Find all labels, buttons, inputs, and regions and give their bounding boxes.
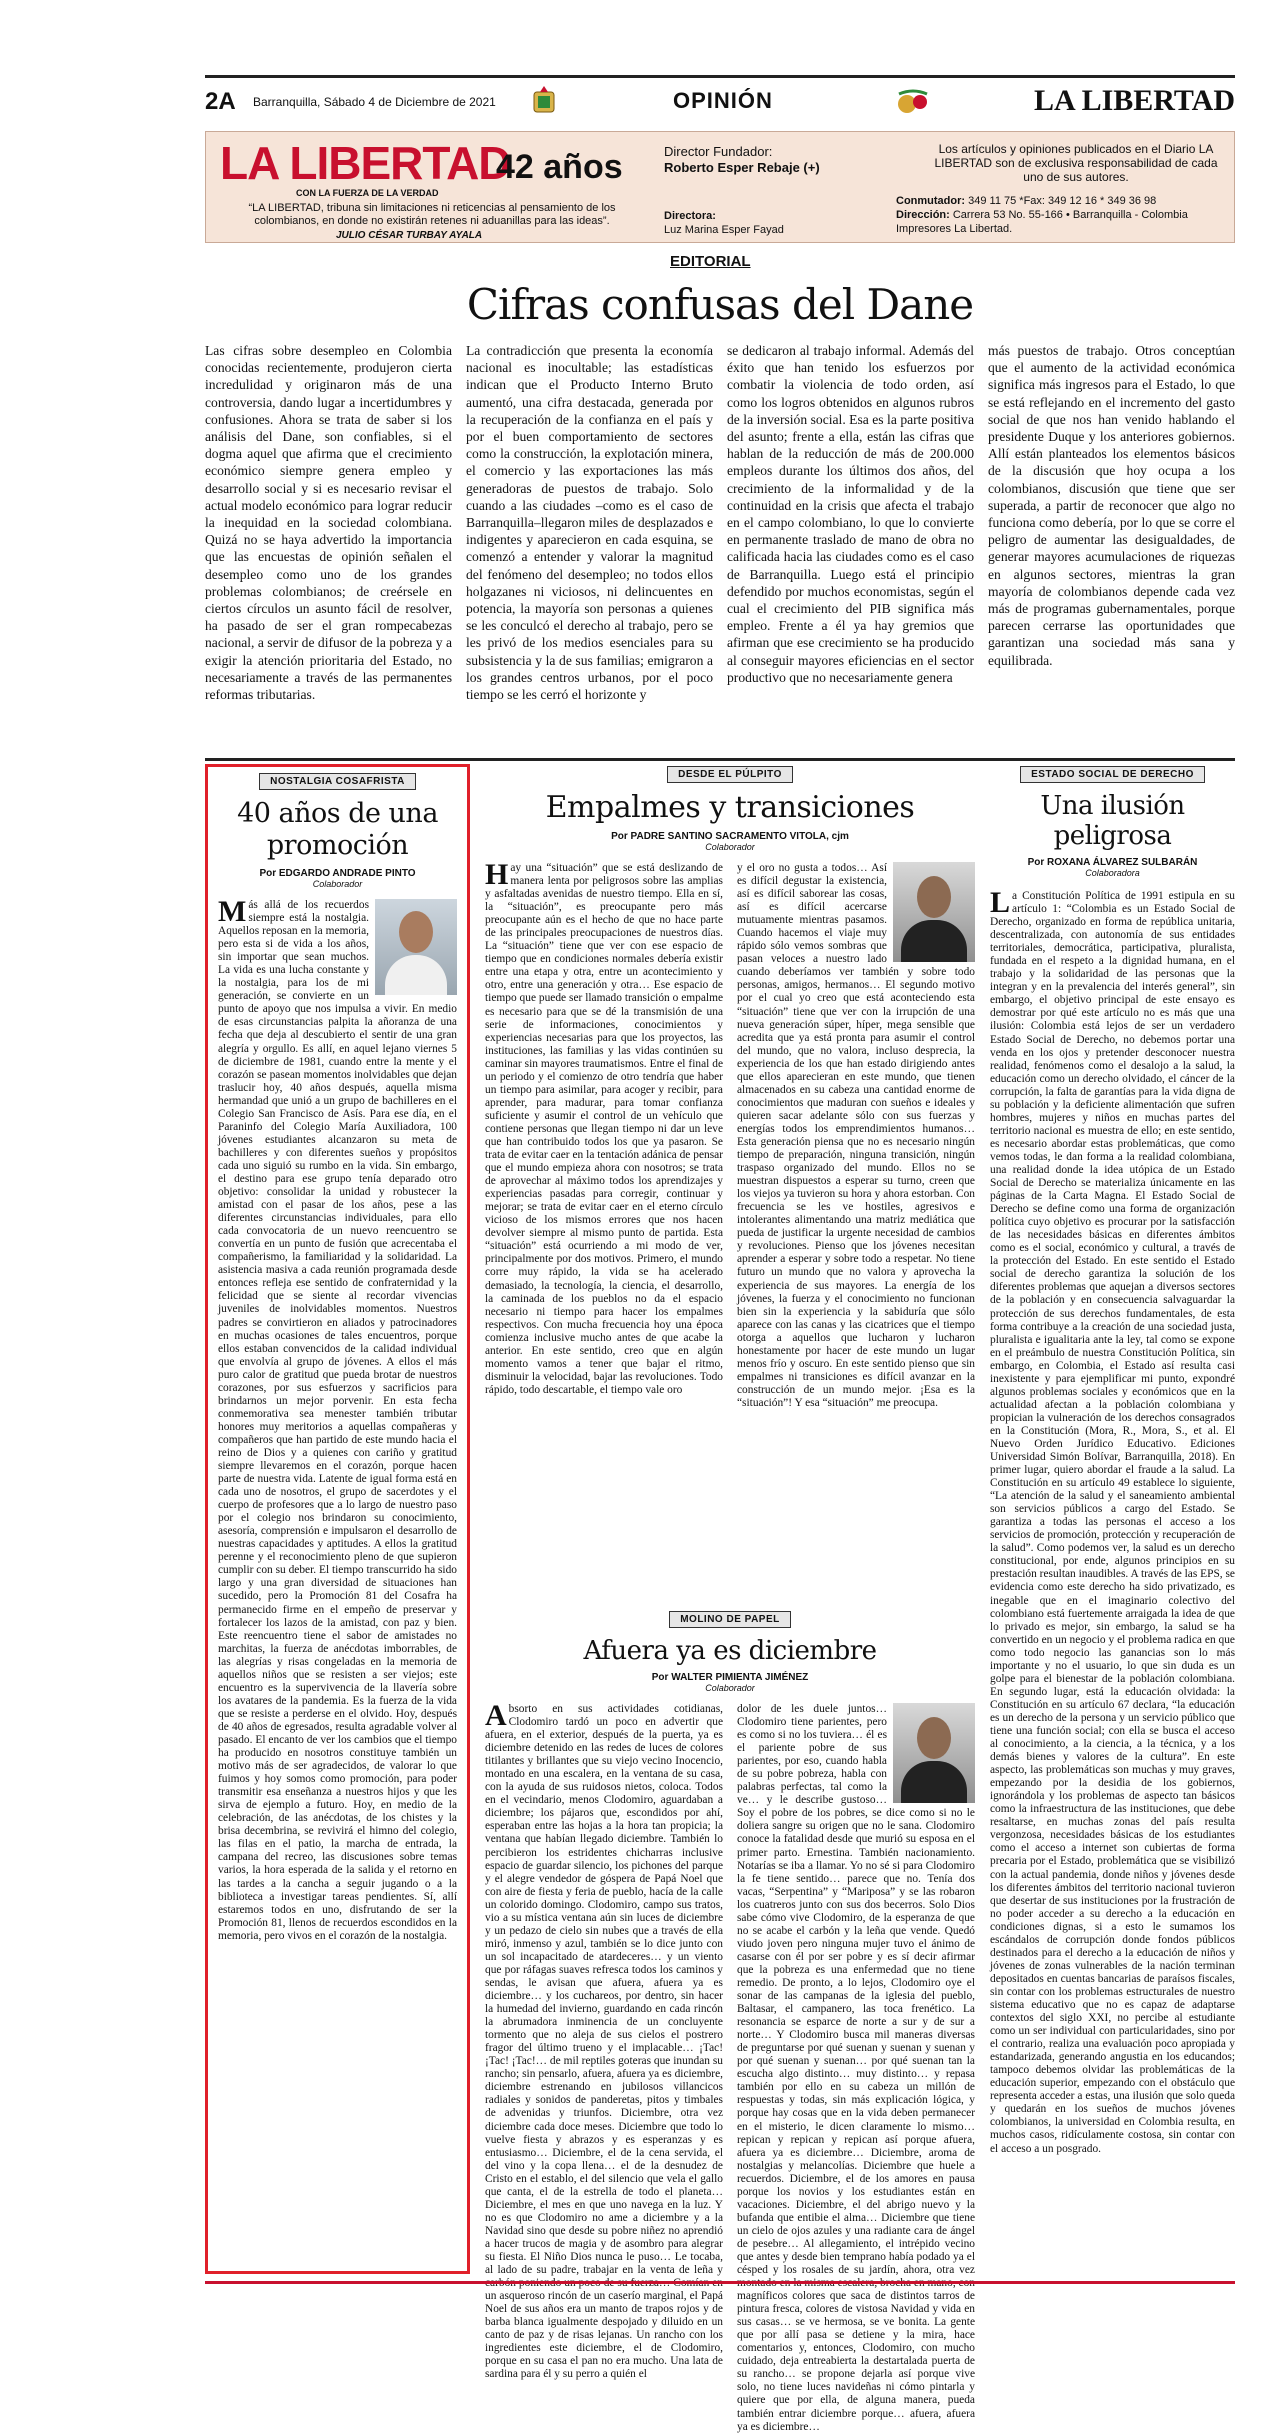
opinion-policy: Los artículos y opiniones publicados en el Diario LA LIBERTAD son de exclusiva responsabilidad de cada uno de sus autores.	[934, 142, 1218, 184]
newspaper-logo: LA LIBERTAD	[220, 137, 511, 189]
switchboard-label: Conmutador:	[896, 195, 966, 207]
director-label: Directora:	[664, 210, 716, 222]
logo-tagline: CON LA FUERZA DE LA VERDAD	[296, 188, 439, 198]
middle-article-role: Colaborador	[705, 842, 755, 852]
switchboard-numbers: 349 11 75 *Fax: 349 12 16 * 349 36 98	[968, 195, 1157, 207]
priest-photo-torso	[901, 920, 967, 962]
founder-name: Roberto Esper Rebaje (+)	[664, 160, 820, 175]
address-label: Dirección:	[896, 209, 950, 221]
page-number: 2A	[205, 88, 236, 115]
left-article-tag: NOSTALGIA COSAFRISTA	[259, 773, 416, 790]
editorial-columns	[205, 342, 1235, 752]
paper-name: LA LIBERTAD	[1034, 84, 1235, 117]
bottom-article-col-1-wrap	[485, 1699, 723, 2381]
contact-info	[896, 194, 1226, 236]
right-article-title: Una ilusión peligrosa	[1040, 791, 1185, 851]
editorial-column-2: La contradicción que presenta la economía nacional es inocultable; las estadísticas indican que el Producto Interno Bruto aumentó, una cifra destacada, generada por la recuperación de la confianza en el país y por el buen comportamiento de sectores como la construcción, la explotación minera, el comercio y las exportaciones las más generadoras de puestos de trabajo. Solo cuando a las ciudades –como es el caso de Barranquilla–llegaron miles de desplazados e indigentes y aparecieron en cada esquina, se comenzó a entender y valorar la magnitud del fenómeno del desempleo; no todos ellos holgazanes ni viciosos, ni delincuentes en potencia, la mayoría son personas a quienes se les conculcó el derecho al trabajo, pero se les privó de los medios esenciales para su subsistencia y la de sus familias; emigraron a los grandes centros urbanos, por el poco tiempo se les cerró el horizonte y	[466, 343, 713, 703]
right-article-byline: Por ROXANA ÁLVAREZ SULBARÁN	[1027, 857, 1198, 868]
columnist-photo-torso	[901, 1761, 967, 1803]
right-article-body: La Constitución Política de 1991 estipula en su artículo 1: “Colombia es un Estado Social de Derecho, organizado en forma de república unitaria, descentralizada, con autonomía de sus entidades territoriales, democrática, participativa, pluralista, fundada en el respeto a la dignidad humana, en el trabajo y la solidaridad de las personas que la integran y en la prevalencia del interés general”, sin embargo, el objetivo principal de este ensayo es demostrar por qué este artículo no es más que una ilusión: Colombia está lejos de ser un verdadero Estado Social de Derecho, no debemos portar una venda en los ojos y pretender desconocer nuestra realidad, fenómenos como el desalojo a la salud, la educación como un derecho olvidado, el cáncer de la corrupción, la falta de garantías para la vida digna de su población y la deficiente alimentación que sufren hombres, mujeres y niños en muchas partes del territorio nacional es muestra de ello; en este sentido, es necesario abordar estas problemáticas, que como vemos todas, le dan forma a la realidad colombiana, una realidad donde la idea utópica de un Estado Social de Derecho se materializa únicamente en las páginas de la Carta Magna. El Estado Social de Derecho se define como una forma de organización política cuyo objetivo es procurar por la satisfacción de las necesidades básicas en diferentes ámbitos como es el social, económico y cultural, a través de la protección del Estado. En este sentido el Estado social de derecho garantiza la solución de los diferentes problemas que aquejan a diversos sectores de la población y en consecuencia salvaguardar la protección de sus derechos fundamentales, de esta forma contribuye a la creación de una sociedad justa, pluralista e igualitaria ante la ley, tal como se expone en el preámbulo de nuestra Constitución Política, sin embargo, en Colombia, el Estado así resulta casi inexistente y para ejemplificar mi punto, expondré algunos problemas sociales y económicos que en la actualidad afectan a la población colombiana y propician la vulneración de los derechos consagrados en la Constitución (Mora, R., Mora, S., et al. El Nuevo Orden Jurídico Educativo. Ediciones Universidad Simón Bolívar, Barranquilla, 2018). En primer lugar, quiero abordar el fraude a la salud. La Constitución en su artículo 49 establece lo siguiente, “La atención de la salud y el saneamiento ambiental son servicios públicos a cargo del Estado. Se garantiza a todas las personas el acceso a los servicios de promoción, protección y recuperación de la salud”. Como podemos ver, la salud es un derecho constitucional, por ende, algunos principios en su prestación resultan inaudibles. A través de las EPS, se evidencia como este derecho ha sido privatizado, es inegable que en el imaginario colectivo del colombiano está fuertemente arraigada la idea de que lo privado es mejor, sin embargo, la salud se ha convertido en un negocio y el problema radica en que como todo negocio las ganancias son lo más importante y no el usuario, lo que sin duda es un golpe para el bienestar de la población colombiana. En segundo lugar, está la educación olvidada: la Constitución en su artículo 67 declara, “la educación es un derecho de la persona y un servicio público que tiene una función social; con ella se busca el acceso al conocimiento, a la ciencia, a la técnica, y a los demás bienes y valores de la cultura”. En este aspecto, las problemáticas son muchas y muy graves, empezando por la desidia de los gobiernos, ignorándola y los problemas de aspecto tan básicos como la infraestructura de las instituciones, que debe resaltarse, en muchas zonas del país resulta vergonzosa, necesidades básicas de los estudiantes como el acceso a internet son cubiertas de forma precaria por el Estado, problemática que se visibilizó con la actual pandemia, donde niños y jóvenes desde los diferentes ámbitos del territorio nacional tuvieron que desertar de sus instituciones por la frustración de no poder acceder a su derecho a la educación en condiciones dignas, si a esto le sumamos los escándalos de corrupción donde fondos públicos destinados para el derecho a la educación de niños y jóvenes de zonas vulnerables de la nación terminan depositados en cuentas bancarias de paraísos fiscales, sin contar con los problemas estructurales de nuestro sistema educativo que no es capaz de adaptarse contextos del siglo XXI, no percibe al estudiante como un ser individual con particularidades, sino por el contrario, realiza una evaluación poco apropiada y estandarizada, generando angustia en los educandos; tampoco debemos olvidar las problemáticas de la educación superior, empezando con el obstáculo que representa acceder a estas, una ilusión que solo queda y quedarán en los sueños de muchos jóvenes colombianos, la universidad en Colombia resulta, en muchos casos, ridículamente costosa, sin contar con el acceso a un posgrado.	[990, 886, 1235, 2155]
anniversary-years: 42 años	[496, 148, 623, 186]
author-photo-head	[399, 911, 433, 953]
middle-article-col-1-wrap	[485, 858, 723, 1582]
middle-article-col-1: Hay una “situación” que se está deslizando de manera lenta por peligrosos sobre las amplias y asfaltadas avenidas de nuestro tiempo. Ella en sí, la “situación”, es preocupante pero más preocupante aún es el hecho de que no hace parte de las principales preocupaciones de nuestros días. La “situación” tiene que ver con ese espacio de tiempo que en condiciones normales debería existir entre una etapa y otra, entre un acontecimiento y otro, entre una generación y otra… Ese espacio de tiempo que puede ser llamado transición o empalme es necesario para que se dé la transmisión de una serie de informaciones, conocimientos y experiencias necesarias para que los proyectos, las instituciones, las familias y las vidas continúen su caminar sin mayores traumatismos. Entre el final de un periodo y el comienzo de otro tendría que haber un tiempo para asimilar, para acoger y recibir, para aprender, para madurar, para tomar confianza suficiente y asumir el control de un vehículo que contiene personas que llegan tiempo ni dar un leve que han contribuido todos los que ya pasaron. Se trata de evitar caer en la tentación adánica de pensar que el mundo empieza ahora con nosotros; se trata de aprovechar al máximo todos los aprendizajes y experiencias pasadas para corregir, continuar y mejorar; se trata de evitar caer en el eterno círculo vicioso de los mismos errores que nos hacen devolver siempre al mismo punto de partida. Esta “situación” está ocurriendo a mi modo de ver, principalmente por dos motivos. Primero, el mundo corre muy rápido, la vida se ha acelerado demasiado, la tecnología, la ciencia, el desarrollo, la caminada de los pueblos no da el espacio necesario ni tiempo para hacer los empalmes respectivos. Con mucha frecuencia hoy una época comienza inclusive mucho antes de que acabe la anterior. En este sentido, creo que en algún momento vamos a tener que bajar el ritmo, disminuir la velocidad, bajar las revoluciones. Todo rápido, todo descartable, el tiempo vale oro	[485, 858, 723, 1396]
director-name: Luz Marina Esper Fayad	[664, 224, 784, 236]
founder-label: Director Fundador:	[664, 144, 773, 159]
section-name: OPINIÓN	[673, 88, 773, 113]
place-date: Barranquilla, Sábado 4 de Diciembre de 2021	[253, 95, 496, 109]
bottom-article-col-1: Absorto en sus actividades cotidianas, Clodomiro tardó un poco en advertir que afuera, en el exterior, después de la puerta, ya es diciembre detenido en las redes de luces de colores titilantes y brillantes que su viejo vecino Inocencio, montado en una escalera, en la ventana de su casa, con la ayuda de sus ruidosos nietos, coloca. Todos en el vecindario, menos Clodomiro, aguardaban a diciembre; los pájaros que, escondidos por ahí, esperaban entre las hojas a la hora tan propicia; la ventana que habían llegado diciembre. También lo percibieron los estridentes chicharras inclusive espacio de guardar silencio, los pichones del parque y el alegre vendedor de góspera de Papá Noel que con aire de fiesta y feria de pueblo, hacía de la calle un colorido domingo. Clodomiro, campo sus tratos, vio a su mística ventana aún sin luces de diciembre y un pedazo de cielo sin nubes que a través de ella miró, inmenso y azul, también se lo dice junto con un sol incapacitado de atardeceres… y un viento que por ráfagas suaves refresca todos los caminos y sendas, le avisan que afuera, afuera ya es diciembre… y los cuchareos, por dentro, sin hacer la humedad del invierno, guardando en cada rincón la abrumadora inminencia de un concluyente tormento que no aleja de sus cielos el postrero fragor del último trueno y el implacable… ¡Tac! ¡Tac! ¡Tac!… de mil reptiles goteras que inundan su rancho; sin pensarlo, afuera, afuera ya es diciembre, diciembre estrenando en jubilosos villancicos radiales y sonidos de panderetas, pitos y timbales de advenidas y triunfos. Diciembre, otra vez diciembre cada doce meses. Diciembre que todo lo vuelve fiesta y abrazos y es esperanzas y es entusiasmo… Diciembre, el de la cena servida, el del vino y la copa llena… el de la desnudez de Cristo en el establo, el del silencio que vela el gallo que canta, el de la estrella de todo el planeta… Diciembre, el mes en que uno navega en la luz. Y no es que Clodomiro no ame a diciembre y a la Navidad sino que desde su pobre niñez no aprendió a hacer trucos de magia y de asombro para alegrar su fiesta. El Niño Dios nunca le puso… Le tocaba, al lado de su padre, trabajar en la venta de leña y un asqueroso rincón de un caserío marginal, el Papá Noel de sus años era un manto de trapos rojos y de barba blanca igualmente despojado y diluido en un canto de paz y de risas lejanas. Un rancho con los ingredientes este diciembre, el de Clodomiro, porque en su casa el pan no era mucho. Una lata de sardina para él y su perro a quién el	[485, 1699, 723, 2381]
editorial-column-3: se dedicaron al trabajo informal. Además del éxito que han tenido los esfuerzos por combatir la violencia de todo orden, así como los logros obtenidos en algunos rubros de la inversión social. Esa es la parte positiva del asunto; frente a ella, están las cifras que hablan de la reducción de más de 200.000 empleos durante los últimos dos años, del crecimiento de la informalidad y de la continuidad en la crisis que afecta el trabajo en el campo colombiano, lo que lo convierte en permanente traslado de mano de obra no calificada hacia las ciudades como es el caso de Barranquilla. Luego está el principio defendido por muchos economistas, según el cual el crecimiento del PIB significa más empleo. Frente a él ya hay gremios que afirman que ese crecimiento se ha producido al conseguir mayores eficiencias en el sector productivo que no necesariamente genera	[727, 343, 974, 685]
columnist-photo-head	[917, 1717, 951, 1759]
page-bottom-rule	[205, 2281, 1235, 2284]
bottom-article-col-2-wrap	[737, 1703, 975, 2433]
middle-article-tag: DESDE EL PÚLPITO	[667, 766, 793, 783]
middle-article-columns	[485, 858, 975, 1582]
priest-photo-head	[917, 876, 951, 918]
middle-section	[485, 764, 975, 2433]
left-article-highlighted	[205, 764, 470, 2274]
editorial-label: EDITORIAL	[670, 253, 751, 270]
christmas-ornament-icon	[895, 88, 931, 116]
middle-article-col-2-wrap	[737, 862, 975, 1582]
left-article-role: Colaborador	[312, 879, 363, 889]
masthead-box	[205, 131, 1235, 243]
middle-article-col-2: y el oro no gusta a todos… Así es difícil degustar la existencia, así es difícil saborear las cosas, así es difícil acercarse mutuamente mientras pasamos. Cuando hacemos el viaje muy rápido sólo vemos sombras que pasan veloces a nuestro lado cuando deberíamos ver también y sobre todo personas, amigos, hermanos… El segundo motivo por el cual yo creo que está aconteciendo esta “situación” tiene que ver con la irrupción de una nueva generación súper, híper, mega sensible que acredita que ya está pronta para asumir el control del mundo, que no valora, incluso desprecia, la experiencia de los que han estado dirigiendo antes que ellos aparecieran en este mundo, que tienen almacenados en su cabeza una cantidad enorme de conocimientos que maduran con sueños e ideales y quieren sacar adelante sólo con sus fuerzas y energías todos los emprendimientos humanos… Esta generación piensa que no es necesario ningún tiempo de preparación, ninguna transición, ningún traspaso organizado del mundo. Ellos no se muestran dispuestos a esperar su turno, creen que los viejos ya tuvieron su hora y ahora estorban. Con frecuencia se les ve hostiles, agresivos e intolerantes alimentando una matriz mediática que pueda de justificar la urgente necesidad de cambios y revoluciones. Pienso que los jóvenes necesitan aprender a esperar y sobre todo a respetar. No tiene futuro un mundo que no valora y aprovecha la experiencia de sus mayores. La energía de los jóvenes, la fuerza y el conocimiento no funcionan bien sin la experiencia y la sabiduría que sólo aparece con las canas y las cicatrices que el tiempo otorga a aquellos que lucharon y lucharon honestamente por hacer de este mundo un lugar menos frío y oscuro. En este sentido pienso que sin empalmes ni transiciones es difícil avanzar en la construcción de un mundo mejor. ¡Esa es la “situación”! Y esa “situación” me preocupa.	[737, 862, 975, 1409]
newspaper-page	[205, 75, 1235, 2433]
bottom-article-title: Afuera ya es diciembre	[583, 1636, 877, 1666]
editorial-column-4: más puestos de trabajo. Otros conceptúan que el aumento de la actividad económica significa más ingresos para el Estado, lo que se está reflejando en el incremento del gasto social de que nos han venido hablando el presidente Duque y los anteriores gobiernos. Allí están planteados los elementos básicos de la discusión que hoy ocupa a los colombianos, discusión que tiene que ser superada, a partir de reconocer que algo no funciona como debería, por lo que se corre el peligro de aumentar las desigualdades, de generar mayores acumulaciones de riquezas en algunos sectores, mientras la gran mayoría de colombianos depende cada vez más de programas gubernamentales, porque parecen cerrarse las oportunidades que garantizan una sociedad más sana y equilibrada.	[988, 343, 1235, 668]
middle-top-article	[485, 764, 975, 1594]
bottom-article-tag: MOLINO DE PAPEL	[669, 1611, 791, 1628]
left-article-body: Más allá de los recuerdos siempre está la nostalgia. Aquellos reposan en la memoria, pero esta si de vida a los años, sin importar que sean muchos. La vida es una lucha constante y la nostalgia, para los de mi generación, se convierte en un punto de apoyo que nos impulsa a vivir. En medio de esas circunstancias palpita la añoranza de una fecha que deja al descubierto el sentir de una gran alegría y orgullo. Es allí, en aquel lejano viernes 5 de diciembre de 1981, cuando entre la mente y el corazón se pasean momentos inolvidables que dejan traslucir hoy, 40 años después, aquella misma hermandad que unió a un grupo de bachilleres en el Colegio San Francisco de Asís. Para ese día, en el Paraninfo del Colegio María Auxiliadora, 100 jóvenes estudiantes alcanzaron su meta de bachilleres y con diferentes sueños y propósitos cada uno siguió su rumbo en la vida. Sin embargo, el destino para ese grupo tenía deparado otro objetivo: consolidar la unidad y robustecer la amistad con el pasar de los años, pese a las diferentes circunstancias individuales, para ello cada convocatoria de un nuevo reencuentro se convertía en un punto de fusión que acrecentaba el compañerismo, la familiaridad y la solidaridad. La asistencia masiva a cada reunión programada desde entonces refleja ese sentido de confraternidad y la felicidad que se siente al recordar vivencias juveniles de inolvidables momentos. Nuestros padres se convirtieron en aliados y patrocinadores en muchas ocasiones de tales encuentros, porque ellos estaban convencidos de la calidad individual que envolvía al grupo de jóvenes. A ellos el más puro calor de gratitud que pueda brotar de nuestros corazones, por sus esfuerzos y sacrificios para brindarnos un mejor porvenir. En esta fecha conmemorativa sea menester también tributar honores muy meritorios a aquellas compañeras y compañeros que han partido de este mundo hacia el reino de Dios y a quienes con cariño y gratitud siempre llevaremos en el corazón, porque hacen parte de nuestra vida. Latente de igual forma está en cada uno de nosotros, el grupo de sacerdotes y el cuerpo de profesores que a lo largo de nuestro paso por el colegio nos brindaron su conocimiento, asesoría, comprensión e impulsaron el desarrollo de nuestras capacidades y aptitudes. A ellos la gratitud perenne y el reconocimiento pleno de que supieron cumplir con su deber. El tiempo transcurrido ha sido largo y una gran diversidad de situaciones han sucedido, pero la Promoción 81 del Cosafra ha permanecido firme en el empeño de preservar y fortalecer los lazos de la amistad, con paz y bien. Este reencuentro tiene el sabor de amistades no marchitas, la fuerza de anécdotas imborrables, de las alegrías y risas congeladas en la memoria de aquellos niños que se resisten a ser viejos; este encuentro es la supervivencia de la llavería sobre los avatares de la pandemia. Es la fuerza de la vida que se resiste a perderse en el olvido. Hoy, después de 40 años de egresados, resulta agradable volver al pasado. El encanto de ver los cambios que el tiempo ha producido en nosotros constituye también un motivo más de ser agradecidos, de valorar lo que fuimos y hoy somos como promoción, para poder transmitir esa enseñanza a nuestros hijos y que les sirva de ejemplo a futuro. Hoy, en medio de la celebración, de las anécdotas, de los chistes y la brisa decembrina, se revivirá el himno del colegio, las filas en el patio, la marcha de entrada, la campana del recreo, las discusiones sobre temas varios, la hora esperada de la salida y el retorno en las tardes a la cancha a seguir jugando o a la biblioteca a investigar tareas pendientes. Sí, allí estaremos todos en uno, disfrutando de ser la Promoción 81, llenos de recuerdos escondidos en la memoria, pero vivos en el corazón de la nostalgia.	[218, 895, 457, 1942]
columnist-photo	[893, 1703, 975, 1803]
printer-name: Impresores La Libertad.	[896, 223, 1013, 235]
editorial-column-1: Las cifras sobre desempleo en Colombia conocidas recientemente, produjeron cierta incredulidad y originaron más de una controversia, dando lugar a incertidumbres y confusiones. Ahora se trata de saber si los análisis del Dane, son confiables, si el dogma aquel que afirma que el crecimiento económico siempre genera empleo y desarrollo social y si es necesario revisar el actual modelo económico para lograr reducir la inequidad en la sociedad colombiana. Quizá no se haya advertido la importancia que las encuestas de opinión señalen el desempleo como uno de los grandes problemas colombianos; de creérsele en ciertos círculos un asunto fácil de resolver, ha pasado de ser el gran rompecabezas nacional, a servir de difusor de la pobreza y a exigir la atención prioritaria del Estado, no necesariamente a través de las permanentes reformas tributarias.	[205, 343, 452, 703]
city-crest-icon	[530, 86, 558, 118]
right-article-tag: ESTADO SOCIAL DE DERECHO	[1020, 766, 1205, 783]
left-article-body-wrap	[218, 895, 457, 2249]
bottom-article-role: Colaborador	[705, 1683, 755, 1693]
middle-article-byline: Por PADRE SANTINO SACRAMENTO VITOLA, cjm	[611, 831, 849, 842]
address-value: Carrera 53 No. 55-166 • Barranquilla - Colombia	[952, 209, 1188, 221]
author-photo	[375, 899, 457, 995]
bottom-article-columns	[485, 1699, 975, 2433]
bottom-article	[485, 1609, 975, 2433]
bottom-article-byline: Por WALTER PIMIENTA JIMÉNEZ	[651, 1672, 809, 1683]
priest-photo	[893, 862, 975, 962]
running-header	[205, 75, 1235, 115]
middle-article-title: Empalmes y transiciones	[545, 790, 915, 825]
right-article-role: Colaboradora	[1085, 868, 1140, 878]
quote-author: JULIO CÉSAR TURBAY AYALA	[336, 230, 483, 241]
section-divider	[205, 758, 1235, 761]
bottom-article-col-2: dolor de les duele juntos… Clodomiro tiene parientes, pero es como si no los tuviera… él es el pariente pobre de sus parientes, por eso, cuando habla de su pobre pobreza, habla con palabras perfectas, tal como la ve… y le describe gustoso… Soy el pobre de los pobres, se dice como si no le doliera sangre su origen que no le sana. Clodomiro conoce la fatalidad desde que murió su esposa en el primer parto. Ernestina. También nacionamiento. Notarías se iba a llamar. Yo no sé si para Clodomiro la fe tiene sentido… parece que no. Tenía dos vacas, “Serpentina” y “Mariposa” y se las robaron los cuatreros junto con sus dos becerros. Solo Dios sabe cómo vive Clodomiro, de la esperanza de que no se acabe el carbón y la leña que vende. Quedó viudo joven pero ninguna mujer tuvo el ánimo de casarse con él por ser pobre y es sí decir afirmar que la pobreza es una enfermedad que no tiene remedio. De pronto, a lo lejos, Clodomiro oye el sonar de las campanas de la iglesia del pueblo, Baltasar, el campanero, las toca frenético. La resonancia se esparce de norte a sur y de sur a norte… Y Clodomiro busca mil maneras diversas de preguntarse por qué suenan y suenan y suenan y por qué suenan y suenan… por qué suenan tan la escucha algo distinto… muy distinto… y repasa también por ello en su cabeza un millón de respuestas y todas, sin más explicación lógica, y porque hay cosas que en la vida deben permanecer en el misterio, le dicen claramente lo mismo… repican y repican y repican así porque afuera, afuera ya es diciembre… Diciembre, aroma de nostalgias y melancolías. Diciembre que huele a recuerdos. Diciembre, el de los amores en pausa porque los novios y los estudiantes están en vacaciones. Diciembre, el del abrigo nuevo y la bufanda que entibie el alma… Diciembre que tiene un cielo de ojos azules y una radiante cara de ángel de pesebre… Al allegamiento, el intrépido vecino que antes y desde bien temprano había podado ya el césped y los rosales de su jardín, ahora, otra vez magníficos colores que saca de distintos tarros de pintura fresca, colores de vistosa Navidad y vida en sus casas… se ve hermosa, se ve bonita. La gente que por allí pasa se detiene y la mira, hace comentarios y, entonces, Clodomiro, con mucho cuidado, deja entreabierta la destartalada puerta de su rancho… se propone dejarla así porque vive solo, no tiene luces navideñas ni cómo pintarla y quiere que por ella, de alguna manera, pueda también entrar diciembre porque… afuera, afuera ya es diciembre…	[737, 1703, 975, 2433]
left-article-byline: Por EDGARDO ANDRADE PINTO	[259, 868, 416, 879]
right-article-body-wrap	[990, 886, 1235, 2290]
right-article	[990, 764, 1235, 2274]
left-article-title: 40 años de una promoción	[237, 798, 438, 861]
editorial-title: Cifras confusas del Dane	[466, 280, 974, 329]
founder-quote: “LA LIBERTAD, tribuna sin limitaciones ni reticencias al pensamiento de los colombianos, en donde no existirán retenes ni aduanillas para las ideas”.	[248, 202, 616, 227]
author-photo-torso	[385, 955, 447, 995]
